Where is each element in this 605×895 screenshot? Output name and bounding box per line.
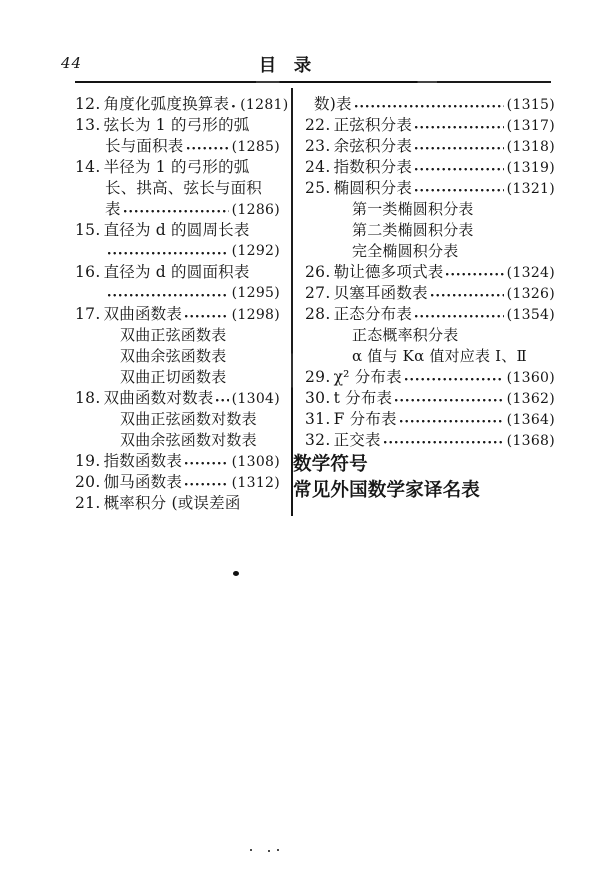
page-title: 目 录 xyxy=(258,56,312,76)
toc-entry xyxy=(75,199,280,220)
toc-entry-page: (1321) xyxy=(506,181,555,197)
toc-entry-title: 半径为 1 的弓形的弧 xyxy=(103,158,250,176)
toc-entry-number: 22. xyxy=(305,116,331,134)
toc-entry-number: 24. xyxy=(305,158,331,176)
toc-entry-page: (1281) xyxy=(240,97,289,113)
toc-entry-title: 双曲正弦函数对数表 xyxy=(120,410,257,428)
toc-entry xyxy=(293,346,555,367)
toc-entry-title: 正交表 xyxy=(333,431,381,449)
dot-leader xyxy=(414,167,504,172)
toc-entry xyxy=(293,220,555,241)
dot-leader xyxy=(123,209,229,214)
toc-entry-number: 31. xyxy=(305,410,331,428)
toc-section-heading xyxy=(293,479,555,503)
toc-entry-title: 常见外国数学家译名表 xyxy=(293,480,481,501)
toc-entry xyxy=(75,136,280,157)
toc-entry xyxy=(293,409,555,430)
toc-entry-title: 概率积分 (或误差函 xyxy=(103,494,241,512)
dot-leader xyxy=(184,482,229,487)
toc-entry xyxy=(75,367,280,388)
toc-entry-number: 20. xyxy=(75,473,101,491)
toc-entry-page: (1362) xyxy=(506,391,555,407)
toc-entry-number: 26. xyxy=(305,263,331,281)
toc-entry-number: 18. xyxy=(75,389,101,407)
toc-entry xyxy=(293,262,555,283)
dot-leader xyxy=(184,314,229,319)
toc-entry xyxy=(293,241,555,262)
toc-entry xyxy=(75,451,280,472)
toc-entry-title: 第二类椭圆积分表 xyxy=(352,221,474,239)
dot-leader xyxy=(414,188,504,193)
toc-entry-page: (1354) xyxy=(506,307,555,323)
toc-entry xyxy=(293,199,555,220)
toc-entry-number: 30. xyxy=(305,389,331,407)
toc-entry xyxy=(75,220,280,241)
toc-entry-title: α 值与 Kα 值对应表 Ⅰ、Ⅱ xyxy=(352,347,527,365)
toc-entry-page: (1308) xyxy=(231,454,280,470)
toc-entry xyxy=(75,94,289,115)
ink-speck xyxy=(268,850,270,852)
toc-entry xyxy=(293,325,555,346)
toc-entry xyxy=(75,409,280,430)
toc-entry-title: 勒让德多项式表 xyxy=(333,263,444,281)
toc-entry-page: (1326) xyxy=(506,286,555,302)
dot-leader xyxy=(445,272,503,277)
toc-entry-title: 正弦积分表 xyxy=(333,116,413,134)
toc-entry-title: 余弦积分表 xyxy=(333,137,413,155)
dot-leader xyxy=(215,398,228,403)
toc-entry-title: 直径为 d 的圆周长表 xyxy=(103,221,250,239)
dot-leader xyxy=(399,419,504,424)
toc-entry-title: 长、拱高、弦长与面积 xyxy=(105,179,263,197)
dot-leader xyxy=(354,104,504,109)
toc-entry-title: 正态分布表 xyxy=(333,305,413,323)
toc-entry-number: 29. xyxy=(305,368,331,386)
toc-entry-page: (1315) xyxy=(506,97,555,113)
toc-entry-title: 数)表 xyxy=(314,95,352,113)
toc-entry-title: 双曲正弦函数表 xyxy=(120,326,227,344)
toc-entry-page: (1292) xyxy=(231,243,280,259)
dot-leader xyxy=(414,314,504,319)
toc-entry-title: 双曲余弦函数对数表 xyxy=(120,431,257,449)
toc-entry-page: (1286) xyxy=(231,202,280,218)
toc-entry-number: 32. xyxy=(305,431,331,449)
toc-entry xyxy=(293,115,555,136)
toc-entry-number: 12. xyxy=(75,95,101,113)
toc-entry-number: 23. xyxy=(305,137,331,155)
ink-speck xyxy=(233,571,239,576)
toc-entry-number: 27. xyxy=(305,284,331,302)
toc-entry-page: (1364) xyxy=(506,412,555,428)
toc-entry-page: (1319) xyxy=(506,160,555,176)
toc-entry-page: (1295) xyxy=(231,285,280,301)
toc-entry xyxy=(293,388,555,409)
toc-entry-number: 14. xyxy=(75,158,101,176)
toc-entry xyxy=(293,136,555,157)
toc-entry-title: 数学符号 xyxy=(293,454,368,475)
toc-entry-title: 第一类椭圆积分表 xyxy=(352,200,474,218)
toc-entry-number: 13. xyxy=(75,116,101,134)
toc-entry-title: F 分布表 xyxy=(333,410,397,428)
dot-leader xyxy=(430,293,504,298)
toc-entry xyxy=(293,157,555,178)
toc-entry-title: 双曲余弦函数表 xyxy=(120,347,227,365)
dot-leader xyxy=(404,377,504,382)
toc-right-column xyxy=(293,94,555,503)
toc-entry-number: 17. xyxy=(75,305,101,323)
toc-entry-number: 19. xyxy=(75,452,101,470)
toc-left-column xyxy=(75,94,289,514)
toc-entry-title: 伽马函数表 xyxy=(103,473,183,491)
toc-entry-title: 长与面积表 xyxy=(105,137,184,155)
dot-leader xyxy=(231,104,237,109)
dot-leader xyxy=(383,440,504,445)
dot-leader xyxy=(107,251,229,256)
toc-entry-title: χ² 分布表 xyxy=(333,368,402,386)
toc-entry-title: 完全椭圆积分表 xyxy=(352,242,459,260)
toc-entry-number: 15. xyxy=(75,221,101,239)
toc-entry-page: (1298) xyxy=(231,307,280,323)
header-rule xyxy=(75,81,551,83)
toc-entry xyxy=(75,430,280,451)
toc-entry-number: 28. xyxy=(305,305,331,323)
toc-entry-title: 贝塞耳函数表 xyxy=(333,284,428,302)
toc-entry xyxy=(75,262,280,283)
toc-entry xyxy=(75,325,280,346)
toc-entry-number: 25. xyxy=(305,179,331,197)
toc-entry-title: 弦长为 1 的弓形的弧 xyxy=(103,116,250,134)
dot-leader xyxy=(186,146,229,151)
toc-entry-title: t 分布表 xyxy=(333,389,393,407)
toc-entry xyxy=(75,178,280,199)
dot-leader xyxy=(414,146,504,151)
page-number: 44 xyxy=(61,54,83,72)
toc-entry xyxy=(75,241,280,262)
ink-speck xyxy=(277,849,279,851)
toc-entry-page: (1324) xyxy=(506,265,555,281)
toc-entry xyxy=(75,346,280,367)
toc-entry xyxy=(75,388,280,409)
toc-entry xyxy=(75,304,280,325)
toc-entry xyxy=(293,178,555,199)
toc-entry xyxy=(75,493,280,514)
toc-entry-page: (1368) xyxy=(506,433,555,449)
toc-section-heading xyxy=(293,453,555,477)
toc-entry-title: 正态概率积分表 xyxy=(352,326,459,344)
toc-entry-title: 角度化弧度换算表 xyxy=(103,95,230,113)
toc-entry-title: 双曲正切函数表 xyxy=(120,368,227,386)
toc-entry xyxy=(293,283,555,304)
dot-leader xyxy=(414,125,504,130)
toc-entry-title: 表 xyxy=(105,200,121,218)
toc-entry-title: 双曲函数表 xyxy=(103,305,183,323)
toc-entry xyxy=(293,367,555,388)
toc-entry-title: 指数积分表 xyxy=(333,158,413,176)
toc-entry xyxy=(75,472,280,493)
dot-leader xyxy=(184,461,229,466)
toc-entry-number: 21. xyxy=(75,494,101,512)
toc-entry xyxy=(293,94,555,115)
dot-leader xyxy=(107,293,229,298)
toc-entry xyxy=(293,430,555,451)
toc-entry-title: 双曲函数对数表 xyxy=(103,389,214,407)
toc-entry-page: (1317) xyxy=(506,118,555,134)
toc-entry-number: 16. xyxy=(75,263,101,281)
ink-speck xyxy=(250,849,252,851)
toc-entry xyxy=(293,304,555,325)
toc-entry xyxy=(75,157,280,178)
toc-entry-page: (1312) xyxy=(231,475,280,491)
toc-entry-page: (1304) xyxy=(231,391,280,407)
toc-entry-page: (1360) xyxy=(506,370,555,386)
toc-entry-title: 直径为 d 的圆面积表 xyxy=(103,263,250,281)
toc-entry xyxy=(75,115,280,136)
toc-entry-page: (1318) xyxy=(506,139,555,155)
toc-entry-title: 椭圆积分表 xyxy=(333,179,413,197)
toc-entry-title: 指数函数表 xyxy=(103,452,183,470)
toc-entry xyxy=(75,283,280,304)
toc-entry-page: (1285) xyxy=(231,139,280,155)
dot-leader xyxy=(394,398,503,403)
